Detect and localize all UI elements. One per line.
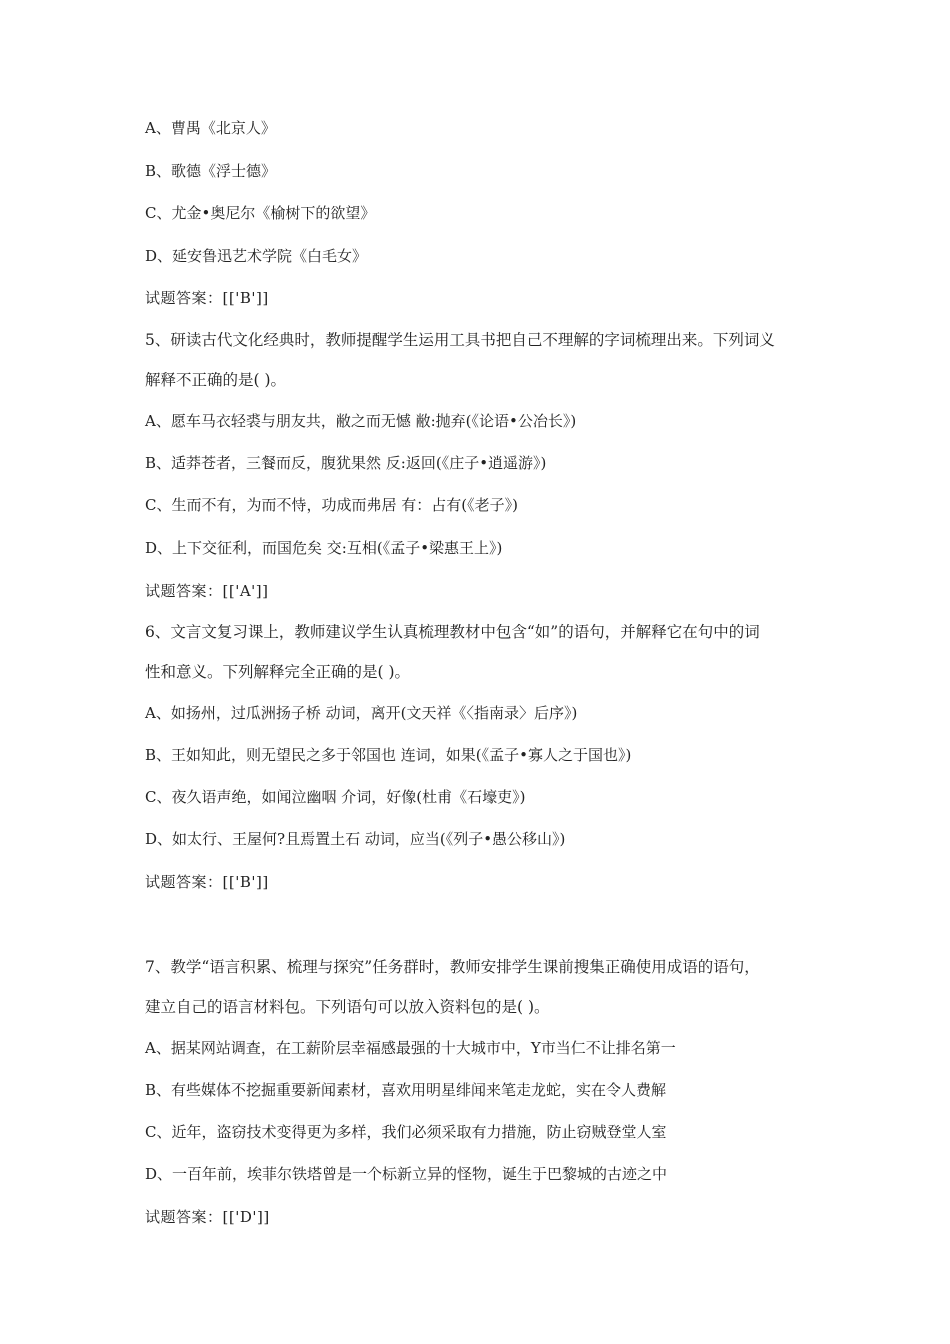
q6-answer: 试题答案：[['B']] (145, 873, 269, 891)
q6-stem-line2: 性和意义。下列解释完全正确的是( )。 (145, 663, 411, 681)
q7-stem-line2: 建立自己的语言材料包。下列语句可以放入资料包的是( )。 (145, 998, 550, 1016)
q4-option-b: B、歌德《浮士德》 (145, 162, 277, 180)
q5-answer: 试题答案：[['A']] (145, 582, 269, 600)
q7-answer: 试题答案：[['D']] (145, 1208, 270, 1226)
q4-answer: 试题答案：[['B']] (145, 289, 269, 307)
q5-stem-line1: 5、研读古代文化经典时，教师提醒学生运用工具书把自己不理解的字词梳理出来。下列词义 (145, 331, 775, 349)
q6-option-a: A、如扬州，过瓜洲扬子桥 动词，离开(文天祥《〈指南录〉后序》) (145, 704, 578, 722)
q4-option-a: A、曹禺《北京人》 (145, 119, 276, 137)
q5-stem-line2: 解释不正确的是( )。 (145, 371, 287, 389)
q4-option-c: C、尤金•奥尼尔《榆树下的欲望》 (145, 204, 376, 222)
q4-option-d: D、延安鲁迅艺术学院《白毛女》 (145, 247, 368, 265)
q5-option-d: D、上下交征利，而国危矣 交:互相(《孟子•梁惠王上》) (145, 539, 503, 557)
q7-stem-line1: 7、教学“语言积累、梳理与探究”任务群时，教师安排学生课前搜集正确使用成语的语句， (145, 958, 760, 976)
q7-option-a: A、据某网站调查，在工薪阶层幸福感最强的十大城市中，Y市当仁不让排名第一 (145, 1039, 676, 1057)
q7-option-d: D、一百年前，埃菲尔铁塔曾是一个标新立异的怪物，诞生于巴黎城的古迹之中 (145, 1165, 668, 1183)
q5-option-b: B、适莽苍者，三餐而反，腹犹果然 反:返回(《庄子•逍遥游》) (145, 454, 547, 472)
q6-option-b: B、王如知此，则无望民之多于邻国也 连词，如果(《孟子•寡人之于国也》) (145, 746, 632, 764)
q5-option-c: C、生而不有，为而不恃，功成而弗居 有：占有(《老子》) (145, 496, 518, 514)
q7-option-c: C、近年，盗窃技术变得更为多样，我们必须采取有力措施，防止窃贼登堂人室 (145, 1123, 667, 1141)
q6-option-c: C、夜久语声绝，如闻泣幽咽 介词，好像(杜甫《石壕吏》) (145, 788, 526, 806)
q7-option-b: B、有些媒体不挖掘重要新闻素材，喜欢用明星绯闻来笔走龙蛇，实在令人费解 (145, 1081, 667, 1099)
q6-option-d: D、如太行、王屋何?且焉置土石 动词，应当(《列子•愚公移山》) (145, 830, 566, 848)
q6-stem-line1: 6、文言文复习课上，教师建议学生认真梳理教材中包含“如”的语句，并解释它在句中的词 (145, 623, 760, 641)
q5-option-a: A、愿车马衣轻裘与朋友共，敝之而无憾 敝:抛弃(《论语•公冶长》) (145, 412, 577, 430)
